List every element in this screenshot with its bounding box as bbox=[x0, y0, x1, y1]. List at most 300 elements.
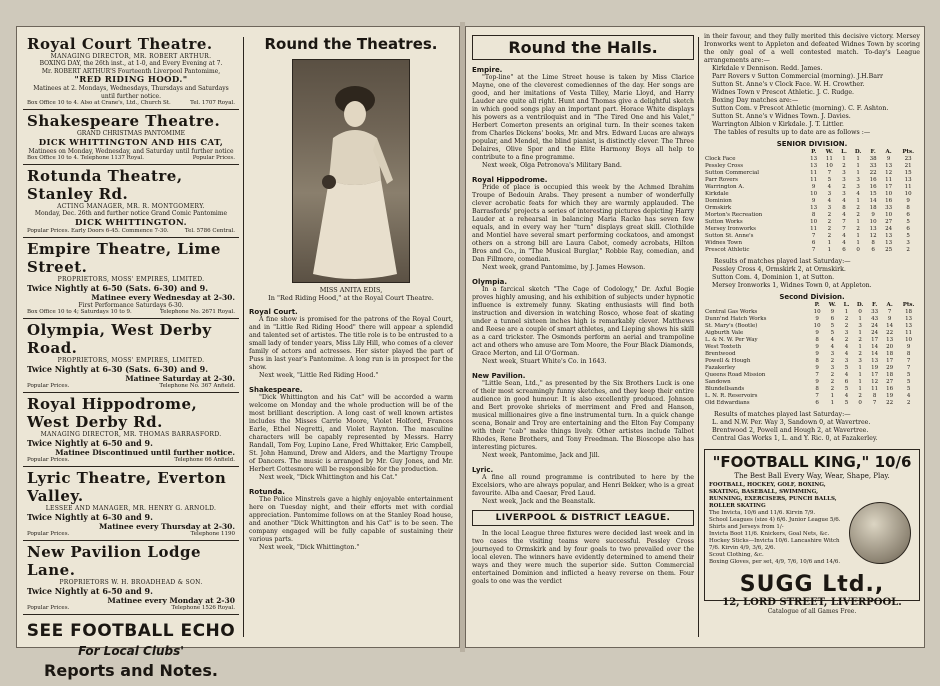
stat-cell: 6 bbox=[871, 247, 875, 253]
team-name: Blundellsands bbox=[705, 386, 745, 392]
column-header: F. bbox=[870, 149, 876, 155]
stat-cell: 3 bbox=[842, 177, 846, 183]
stat-cell: 18 bbox=[869, 205, 877, 211]
advert-footer bbox=[27, 100, 235, 106]
stat-cell: 1 bbox=[856, 240, 860, 246]
fk-title: "FOOTBALL KING," 10/6 bbox=[712, 453, 912, 471]
team-name: Clock Face bbox=[705, 156, 736, 162]
stat-cell: 10 bbox=[885, 212, 893, 218]
stat-cell: 1 bbox=[858, 316, 862, 322]
table-row bbox=[704, 351, 920, 358]
stat-cell: 17 bbox=[871, 337, 879, 343]
stat-cell: 4 bbox=[842, 233, 846, 239]
team-name: Warrington A. bbox=[705, 184, 745, 190]
theatre-name: Lyric Theatre, Everton Valley. bbox=[27, 469, 227, 505]
stat-cell: 11 bbox=[810, 177, 818, 183]
result-line: Central Gas Works 1, L. and Y. Ric. 0, at Fazakerley. bbox=[712, 435, 878, 442]
stat-cell: 11 bbox=[885, 177, 893, 183]
stat-cell: 18 bbox=[886, 351, 894, 357]
fixture-line: Sutton Com. v Prescot Athletic (morning). C. F. Ashton. bbox=[712, 105, 889, 112]
theatre-name: Empire Theatre, Lime Street. bbox=[27, 239, 221, 276]
advert-footer bbox=[27, 531, 235, 537]
stat-cell: 9 bbox=[830, 309, 835, 315]
stat-cell: 4 bbox=[827, 184, 832, 190]
theatre-name: Royal Hippodrome, West Derby Rd. bbox=[27, 395, 198, 431]
stat-cell: 1 bbox=[844, 309, 849, 315]
stat-cell: 13 bbox=[869, 226, 877, 232]
stat-cell: 9 bbox=[815, 351, 819, 357]
table-row bbox=[704, 316, 920, 323]
stat-cell: 7 bbox=[842, 219, 846, 225]
section-next-week: Next week, grand Pantomime, by J. James Hewson. bbox=[482, 264, 646, 271]
section-title: Empire. bbox=[472, 66, 503, 74]
table-row bbox=[704, 309, 920, 316]
theatre-advert bbox=[23, 238, 239, 320]
stat-cell: 7 bbox=[815, 393, 819, 399]
footer-left: Box Office 10 to 4. Telephone 1137 Royal. bbox=[27, 155, 144, 161]
stat-cell: 1 bbox=[856, 170, 860, 176]
section-text: Pride of place is occupied this week by the Achmed Ibrahim Troupe of Bedouin Arabs. They present a number of wonderfully clever acrobatic feats for which they are warmly applauded. The Barrasfords' projects a series of interesting pictures depicting Harry Lauder at a rehearsal in balancing Maria Racko has seven few equals, and in every way her "turn" displays great skill. Clothilde and Montiel have several smart performing cockatoos, and amongst others on a strong bill are Laura Cabot, comedy acrobats, Hilton Bros and Co., in "The Musical Burglar," Robbie Ray, comedian, and Dan Fillmore, comedian. bbox=[472, 184, 694, 263]
stat-cell: 15 bbox=[869, 191, 877, 197]
stat-cell: 10 bbox=[813, 309, 821, 315]
stat-cell: 18 bbox=[905, 309, 913, 315]
stat-cell: 2 bbox=[856, 212, 860, 218]
column-header: P. bbox=[814, 302, 820, 308]
price-line: Hockey Sticks—Invicta 10/6. Lancashire Witch 7/6. Kirvin 4/9, 3/6, 2/6. bbox=[709, 538, 840, 551]
echo-line-1: SEE FOOTBALL ECHO bbox=[26, 621, 236, 641]
section-next-week: Next week, "Dick Whittington." bbox=[259, 544, 360, 551]
stat-cell: 9 bbox=[815, 330, 819, 336]
table-row bbox=[704, 191, 920, 198]
footer-left: Popular Prices. bbox=[27, 383, 70, 389]
twice-nightly: Twice Nightly at 6-50 and 9. bbox=[27, 438, 153, 448]
stat-cell: 22 bbox=[886, 400, 894, 406]
advert-line: Mr. ROBERT ARTHUR'S Fourteenth Liverpool Pantomime, bbox=[41, 67, 221, 75]
theatre-manager: LESSEE AND MANAGER, MR. HENRY G. ARNOLD. bbox=[45, 505, 217, 512]
stat-cell: 3 bbox=[906, 240, 910, 246]
stat-cell: 2 bbox=[827, 233, 832, 239]
advert-line: First Performance Saturdays 6-30. bbox=[78, 301, 184, 309]
price-line: School Leagues (size 4) 6/6. Junior League 5/6. bbox=[709, 517, 841, 523]
stat-cell: 3 bbox=[858, 323, 862, 329]
column-header: W. bbox=[828, 302, 836, 308]
advert-line: Matinees on Monday, Wednesday, and Saturday until further notice bbox=[28, 147, 234, 155]
column-header: Pts. bbox=[902, 149, 915, 155]
team-name: Kirkdale bbox=[705, 191, 729, 197]
stat-cell: 2 bbox=[842, 184, 846, 190]
stat-cell: 4 bbox=[827, 198, 832, 204]
stat-cell: 38 bbox=[869, 156, 877, 162]
table-row bbox=[704, 226, 920, 233]
twice-nightly: Twice Nightly at 6-30 and 9. bbox=[27, 512, 153, 522]
stat-cell: 6 bbox=[842, 247, 846, 253]
left-page bbox=[16, 26, 460, 680]
stat-cell: 1 bbox=[858, 386, 862, 392]
theatre-advert bbox=[23, 467, 239, 541]
theatre-manager: MANAGING DIRECTOR, MR. THOMAS BARRASFORD. bbox=[40, 431, 222, 438]
stat-cell: 4 bbox=[844, 344, 849, 350]
stat-cell: 9 bbox=[906, 344, 911, 350]
table-row bbox=[704, 330, 920, 337]
table-row bbox=[704, 212, 920, 219]
theatre-manager: PROPRIETORS W. H. BROADHEAD & SON. bbox=[59, 579, 203, 586]
stat-cell: 2 bbox=[856, 205, 860, 211]
stat-cell: 4 bbox=[830, 337, 835, 343]
footer-right: Telephone 1526 Royal. bbox=[171, 605, 235, 611]
football-icon bbox=[849, 502, 911, 564]
stat-cell: 2 bbox=[844, 337, 849, 343]
team-name: Parr Rovers bbox=[705, 177, 739, 183]
stat-cell: 4 bbox=[842, 240, 846, 246]
show-title: DICK WHITTINGTON AND HIS CAT, bbox=[38, 137, 224, 148]
stat-cell: 8 bbox=[815, 386, 819, 392]
stat-cell: 12 bbox=[871, 379, 879, 385]
stat-cell: 8 bbox=[815, 358, 819, 364]
section-text: A fine show is promised for the patrons of the Royal Court, and in "Little Red Riding Hood" there will appear a splendid and talented set of artistes. The title role is to be entrusted to a small lady of tender years, Miss Lily Hill, who comes of a clever family of actors and actresses. Her sister played the part of Puss in last year's Pantomime. A long run is in prospect for the show. bbox=[249, 316, 453, 371]
theatre-advert bbox=[23, 33, 239, 110]
stat-cell: 22 bbox=[886, 330, 894, 336]
halls-column bbox=[472, 33, 694, 641]
stat-cell: 5 bbox=[830, 323, 835, 329]
theatre-advert bbox=[23, 110, 239, 165]
footer-left: Popular Prices. bbox=[27, 531, 70, 537]
price-line: Boxing Gloves, per set, 4/9, 7/6, 10/6 and 14/6. bbox=[709, 559, 841, 565]
stat-cell: 2 bbox=[842, 163, 846, 169]
stat-cell: 9 bbox=[815, 344, 819, 350]
section-title: New Pavilion. bbox=[472, 372, 526, 380]
table-row bbox=[704, 386, 920, 393]
stat-cell: 11 bbox=[871, 386, 879, 392]
stat-cell: 10 bbox=[904, 191, 912, 197]
advert-line: GRAND CHRISTMAS PANTOMIME bbox=[77, 130, 185, 137]
section-title: Olympia. bbox=[472, 278, 507, 286]
tables-intro: The tables of results up to date are as follows :— bbox=[714, 129, 871, 136]
footer-left: Popular Prices. bbox=[27, 457, 70, 463]
column-header: L. bbox=[843, 302, 850, 308]
stat-cell: 7 bbox=[872, 400, 877, 406]
result-line: Results of matches played last Saturday:— bbox=[714, 258, 851, 265]
table-row bbox=[704, 240, 920, 247]
team-name: Brentwood bbox=[705, 351, 736, 357]
echo-line-2: For Local Clubs' bbox=[78, 644, 184, 658]
team-name: Sutton St. Anne's bbox=[705, 233, 754, 239]
theatre-manager: MANAGING DIRECTOR, MR. ROBERT ARTHUR. bbox=[50, 53, 212, 60]
stat-cell: 4 bbox=[844, 372, 849, 378]
stat-cell: 23 bbox=[904, 156, 912, 162]
stat-cell: 1 bbox=[856, 219, 860, 225]
stat-cell: 14 bbox=[869, 198, 877, 204]
sugg-catalogue: Catalogue of all Games Free. bbox=[767, 608, 857, 615]
matinee-line: Matinee every Thursday at 2-30. bbox=[99, 522, 235, 531]
show-title: "RED RIDING HOOD." bbox=[74, 75, 188, 85]
stat-cell: 15 bbox=[904, 170, 912, 176]
team-name: L. & N. W. Per Way bbox=[705, 337, 758, 343]
theatre-advert bbox=[23, 393, 239, 467]
stat-cell: 16 bbox=[886, 386, 894, 392]
section-title: Lyric. bbox=[472, 466, 494, 474]
stat-cell: 2 bbox=[830, 358, 835, 364]
footer-right: Telephone 66 Anfield. bbox=[174, 457, 235, 463]
stat-cell: 9 bbox=[815, 316, 819, 322]
league-column bbox=[704, 33, 920, 641]
stat-cell: 33 bbox=[885, 205, 893, 211]
stat-cell: 13 bbox=[871, 358, 879, 364]
column-header: F. bbox=[872, 302, 878, 308]
fixture-line: Parr Rovers v Sutton Commercial (morning). J.H.Barr bbox=[712, 73, 883, 80]
theatres-column bbox=[249, 33, 453, 641]
fk-sports: FOOTBALL, HOCKEY, GOLF, BOXING, SKATING, BASEBALL, SWIMMING, RUNNING, EXERCISERS, PUNCH BALLS, ROLLER SKATING bbox=[709, 482, 837, 509]
fixture-line: Boxing Day matches are:— bbox=[712, 97, 799, 104]
result-line: Results of matches played last Saturday:— bbox=[714, 411, 851, 418]
stat-cell: 6 bbox=[811, 240, 816, 246]
twice-nightly: Twice Nightly at 6-30 (Sats. 6-30) and 9. bbox=[27, 364, 208, 374]
fixture-line: Widnes Town v Prescot Athletic. J. C. Rudge. bbox=[712, 89, 855, 96]
stat-cell: 13 bbox=[886, 337, 894, 343]
result-line: L. and N.W. Per. Way 3, Sandown 0, at Wavertree. bbox=[712, 419, 871, 426]
section-text: "Little Sean, Ltd.," as presented by the Six Brothers Luck is one of their most screamingly funny sketches, and they keep their entire audience in good humour. It is also excellently produced. Johnson and Bert provoke shrieks of merriment and Fred and Hanson, musical millionaires give a fine instrumental turn. In a quick change scena, Bonair and Troy are entertaining and the Elton Fay Company with their "cab" make things lively. Other artistes include Talbot Rhodes, Rene Brothers, and Tony Freedman. The Bioscope also has interesting pictures. bbox=[472, 380, 694, 451]
stat-cell: 9 bbox=[886, 156, 891, 162]
matinee-line: Matinee every Monday at 2-30 bbox=[107, 596, 235, 605]
league-intro: In the local League three fixtures were decided last week and in two cases the visiting teams were successful. Pessley Cross journeyed to Ormskirk and by four goals to two prevailed over the local eleven. The winners have evidently determined to amend their ways and they were much the superior side. Sutton Commercial entertained Dominion and inflicted a heavy reverse on them. Four goals to one was the verdict bbox=[472, 530, 694, 585]
theatre-advert bbox=[23, 541, 239, 615]
stat-cell: 19 bbox=[871, 365, 879, 371]
twice-nightly: Twice Nightly at 6-50 and 9. bbox=[27, 586, 153, 596]
theatre-advert bbox=[23, 319, 239, 393]
league-title: LIVERPOOL & DISTRICT LEAGUE. bbox=[472, 510, 694, 526]
stat-cell: 3 bbox=[856, 184, 860, 190]
section-next-week: Next week, Olga Petronova's Military Band. bbox=[482, 162, 622, 169]
stat-cell: 11 bbox=[904, 184, 912, 190]
stat-cell: 11 bbox=[810, 170, 818, 176]
stat-cell: 14 bbox=[871, 351, 879, 357]
senior-table bbox=[704, 149, 920, 254]
team-name: Morton's Recreation bbox=[705, 212, 763, 218]
stat-cell: 1 bbox=[830, 400, 835, 406]
stat-cell: 3 bbox=[827, 205, 832, 211]
fixture-line: Sutton St. Anne's v Widnes Town. J. Davies. bbox=[712, 113, 851, 120]
stat-cell: 9 bbox=[906, 198, 910, 204]
stat-cell: 0 bbox=[856, 247, 860, 253]
table-row bbox=[704, 170, 920, 177]
stat-cell: 6 bbox=[906, 212, 910, 218]
table-row bbox=[704, 205, 920, 212]
stat-cell: 3 bbox=[830, 365, 835, 371]
team-name: Ormskirk bbox=[705, 205, 732, 211]
column-header: P. bbox=[811, 149, 817, 155]
advert-footer bbox=[27, 228, 235, 234]
stat-cell: 33 bbox=[869, 163, 877, 169]
table-row bbox=[704, 198, 920, 205]
stat-cell: 7 bbox=[906, 358, 911, 364]
section-next-week: Next week, Pantomime, Jack and Jill. bbox=[482, 452, 600, 459]
stat-cell: 11 bbox=[905, 330, 913, 336]
section-text: "Dick Whittington and his Cat" will be accorded a warm welcome on Monday and the whole production will be of the most brilliant description. A long cast of well known artistes includes the Misses Carrie Moore, Violet Holford, Frances Earle, Ethel Negretti, and Violet Raynton. The masculine characters will be capably represented by Messrs. Harry Randall, Tom Foy, Lupino Lane, Fred Whittaker, Eric Campbell, St. John Hamund, Drew and Alders, and the Martigny Troupe of Dancers. The music is arranged by Mr. Guy Jones, and Mr. Herbert Cottesmore will be responsible for the production. bbox=[249, 394, 453, 473]
section-next-week: Next week, "Little Red Riding Hood." bbox=[259, 372, 379, 379]
stat-cell: 16 bbox=[885, 198, 893, 204]
stat-cell: 3 bbox=[856, 177, 860, 183]
stat-cell: 17 bbox=[871, 372, 879, 378]
theatre-advert bbox=[23, 165, 239, 238]
stat-cell: 13 bbox=[885, 163, 893, 169]
stat-cell: 9 bbox=[871, 212, 875, 218]
stat-cell: 33 bbox=[871, 309, 879, 315]
team-name: Dunn'nd Hatch Works bbox=[705, 316, 767, 322]
stat-cell: 19 bbox=[886, 393, 894, 399]
table-row bbox=[704, 177, 920, 184]
second-title: Second Division. bbox=[779, 293, 845, 301]
result-line: Brentwood 2, Powell and Hough 2, at Wavertree. bbox=[712, 427, 869, 434]
stat-cell: 24 bbox=[871, 323, 879, 329]
stat-cell: 2 bbox=[858, 337, 862, 343]
sugg-address: 12, LORD STREET, LIVERPOOL. bbox=[722, 597, 902, 608]
advert-line: Matinees at 2. Mondays, Wednesdays, Thursdays and Saturdays until further notice. bbox=[33, 85, 229, 100]
column-header bbox=[704, 149, 806, 156]
stat-cell: 4 bbox=[842, 212, 846, 218]
stat-cell: 2 bbox=[830, 372, 835, 378]
section-title: Royal Court. bbox=[249, 308, 298, 316]
advert-footer bbox=[27, 605, 235, 611]
stat-cell: 14 bbox=[871, 344, 879, 350]
section-next-week: Next week, "Dick Whittington and his Cat." bbox=[259, 474, 398, 481]
stat-cell: 16 bbox=[869, 184, 877, 190]
team-name: Sutton Works bbox=[705, 219, 743, 225]
column-header: Pts. bbox=[902, 302, 915, 308]
section-text: "Top-line" at the Lime Street house is taken by Miss Clarice Mayne, one of the cleverest comediennes of the day. Her songs are good, and her imitations of Vesta Tilley, Marie Lloyd, and Harry Lauder are quite all right. Hunt and Thomas give a delightful sketch in which good songs play an important part. Horace White displays his powers as a ventriloquist and in "The Tired One and his Valet," Herbert Comerton presents an original turn. In their scenes taken from Charles Dickens' books, Mr. and Mrs. Edward Lucas are always popular, and Mendel, the blind pianist, is distinctly clever. The Three Delaires, Olive Spor and the Elite Harmony Boys all help to contribute to a fine programme. bbox=[472, 74, 694, 161]
footer-left: Popular Prices. bbox=[27, 605, 70, 611]
stat-cell: 3 bbox=[827, 191, 832, 197]
stat-cell: 5 bbox=[906, 379, 911, 385]
actress-figure bbox=[293, 60, 411, 284]
column-header: W. bbox=[825, 149, 833, 155]
stat-cell: 2 bbox=[906, 247, 910, 253]
stat-cell: 1 bbox=[858, 372, 862, 378]
stat-cell: 2 bbox=[906, 400, 911, 406]
fixture-line: Warrington Albion v Kirkdale. J. T. Littler. bbox=[712, 121, 844, 128]
stat-cell: 9 bbox=[811, 198, 816, 204]
column-header bbox=[704, 302, 810, 309]
team-name: Pessley Cross bbox=[705, 163, 744, 169]
matinee-line: Matinee Discontinued until further notice. bbox=[55, 448, 235, 457]
stat-cell: 10 bbox=[885, 191, 893, 197]
section-title: Rotunda. bbox=[249, 488, 285, 496]
advert-footer bbox=[27, 457, 235, 463]
stat-cell: 1 bbox=[830, 393, 835, 399]
theatre-manager: PROPRIETORS, MOSS' EMPIRES, LIMITED. bbox=[57, 275, 205, 283]
stat-cell: 9 bbox=[815, 379, 819, 385]
stat-cell: 4 bbox=[842, 198, 846, 204]
stat-cell: 1 bbox=[827, 240, 832, 246]
stat-cell: 11 bbox=[810, 226, 818, 232]
stat-cell: 3 bbox=[844, 330, 849, 336]
stat-cell: 16 bbox=[869, 177, 877, 183]
stat-cell: 18 bbox=[886, 372, 894, 378]
section-next-week: Next week, Stuart White's Co. in 1643. bbox=[482, 358, 607, 365]
matinee-line: Matinee every Wednesday at 2-30. bbox=[91, 292, 235, 302]
halls-heading: Round the Halls. bbox=[472, 35, 694, 60]
football-king-advert bbox=[704, 449, 920, 615]
second-table bbox=[704, 302, 920, 407]
theatre-adverts-column bbox=[23, 33, 239, 680]
team-name: Sutton Commercial bbox=[705, 170, 760, 176]
stat-cell: 13 bbox=[885, 233, 893, 239]
stat-cell: 4 bbox=[844, 393, 849, 399]
team-name: St. Mary's (Bootle) bbox=[705, 323, 758, 329]
table-row bbox=[704, 400, 920, 407]
stat-cell: 20 bbox=[886, 344, 894, 350]
echo-line-3: Reports and Notes. bbox=[44, 661, 218, 680]
stat-cell: 11 bbox=[825, 156, 833, 162]
stat-cell: 3 bbox=[830, 351, 835, 357]
table-row bbox=[704, 163, 920, 170]
photo-caption-show: In "Red Riding Hood," at the Royal Court Theatre. bbox=[268, 294, 434, 302]
stat-cell: 5 bbox=[830, 330, 835, 336]
footer-right: Popular Prices. bbox=[192, 155, 235, 161]
stat-cell: 21 bbox=[904, 163, 912, 169]
price-line: Shirts and Jerseys from 1/- bbox=[709, 524, 784, 530]
actress-photo bbox=[292, 59, 410, 283]
stat-cell: 8 bbox=[906, 205, 910, 211]
stat-cell: 8 bbox=[872, 393, 877, 399]
stat-cell: 6 bbox=[844, 379, 849, 385]
stat-cell: 22 bbox=[869, 170, 877, 176]
stat-cell: 5 bbox=[844, 400, 849, 406]
stat-cell: 5 bbox=[906, 386, 911, 392]
table-row bbox=[704, 365, 920, 372]
stat-cell: 2 bbox=[827, 212, 832, 218]
stat-cell: 1 bbox=[856, 163, 860, 169]
stat-cell: 10 bbox=[869, 219, 877, 225]
stat-cell: 8 bbox=[842, 205, 846, 211]
stat-cell: 12 bbox=[885, 170, 893, 176]
column-header: D. bbox=[856, 302, 864, 308]
show-title: DICK WHITTINGTON. bbox=[74, 217, 188, 228]
table-row bbox=[704, 337, 920, 344]
league-continued: in their favour, and they fully merited this decisive victory. Mersey Ironworks went to Appleton and defeated Widnes Town by scoring the only goal of a well contested match. To-day's League arrangements are:— bbox=[704, 33, 920, 64]
photo-caption-name: MISS ANITA EDIS, bbox=[319, 286, 383, 294]
stat-cell: 6 bbox=[906, 226, 910, 232]
stat-cell: 1 bbox=[827, 247, 832, 253]
stat-cell: 9 bbox=[811, 184, 816, 190]
stat-cell: 2 bbox=[844, 323, 849, 329]
team-name: Powell & Hough bbox=[705, 358, 751, 364]
result-line: Pessley Cross 4, Ormskirk 2, at Ormskirk. bbox=[712, 266, 846, 273]
footer-right: Telephone No. 2671 Royal. bbox=[159, 309, 235, 315]
theatres-heading: Round the Theatres. bbox=[264, 35, 438, 53]
stat-cell: 8 bbox=[815, 337, 819, 343]
price-line: The Invicta, 10/6 and 11/6. Kirvin 7/9. bbox=[709, 510, 816, 516]
stat-cell: 1 bbox=[858, 365, 862, 371]
column-rule bbox=[243, 37, 244, 637]
stat-cell: 9 bbox=[815, 365, 819, 371]
stat-cell: 13 bbox=[905, 323, 913, 329]
section-title: Royal Hippodrome. bbox=[472, 176, 548, 184]
stat-cell: 10 bbox=[813, 323, 821, 329]
stat-cell: 7 bbox=[815, 372, 819, 378]
column-header: D. bbox=[854, 149, 862, 155]
stat-cell: 17 bbox=[886, 358, 894, 364]
stat-cell: 7 bbox=[842, 226, 846, 232]
table-row bbox=[704, 247, 920, 254]
stat-cell: 8 bbox=[906, 351, 911, 357]
fk-subtitle: The Best Ball Every Way, Wear, Shape, Play. bbox=[734, 472, 890, 480]
stat-cell: 1 bbox=[856, 156, 860, 162]
table-row bbox=[704, 233, 920, 240]
stat-cell: 7 bbox=[827, 170, 832, 176]
team-name: Mersey Ironworks bbox=[705, 226, 756, 232]
stat-cell: 1 bbox=[842, 156, 846, 162]
stat-cell: 3 bbox=[844, 358, 849, 364]
footer-left: Box Office 10 to 4. Also at Crane's, Ltd., Church St. bbox=[27, 100, 171, 106]
